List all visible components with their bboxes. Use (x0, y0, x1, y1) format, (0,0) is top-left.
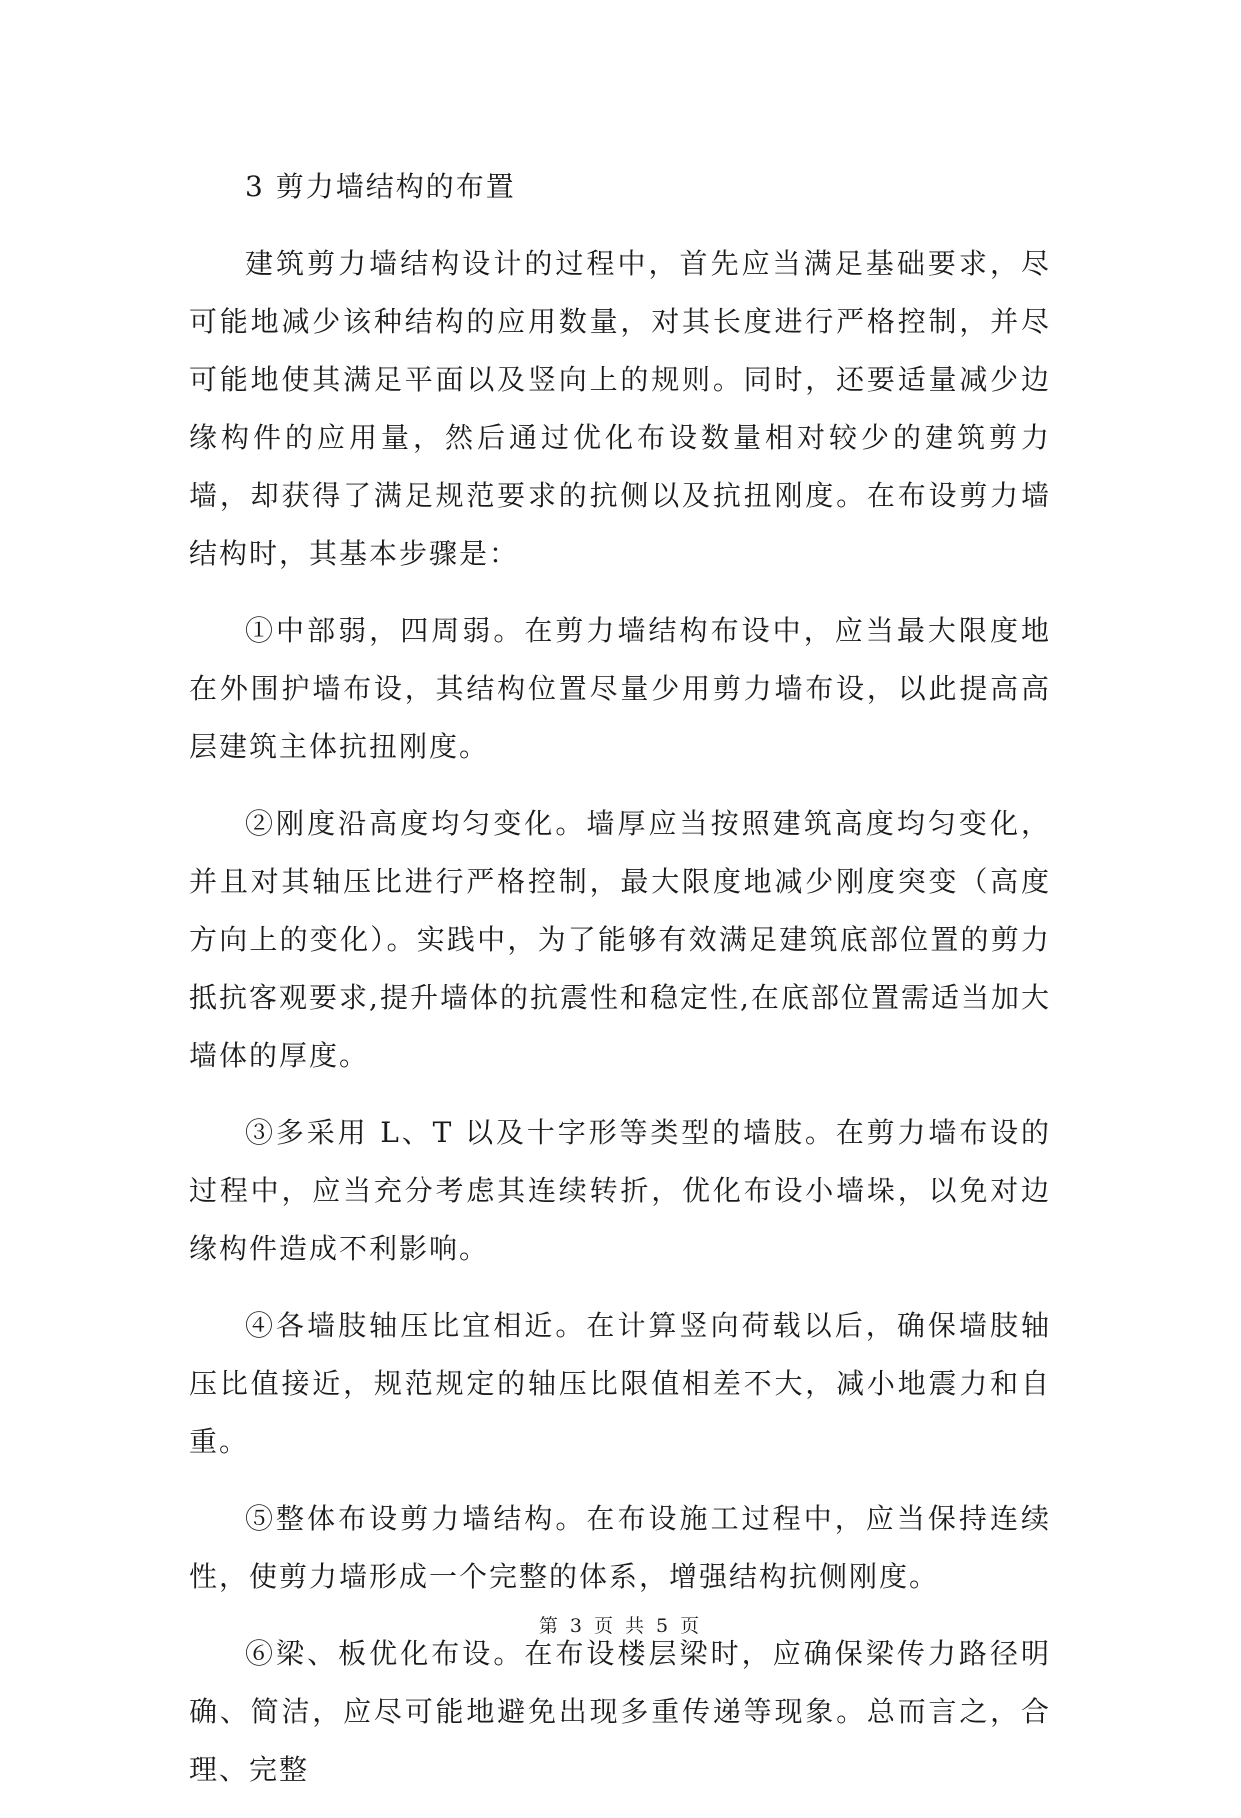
paragraph-step-1: ①中部弱，四周弱。在剪力墙结构布设中，应当最大限度地在外围护墙布设，其结构位置尽量少用剪力墙布设，以此提高高层建筑主体抗扭刚度。 (189, 614, 1051, 763)
paragraph-step-6: ⑥梁、板优化布设。在布设楼层梁时，应确保梁传力路径明确、简洁，应尽可能地避免出现多重传递等现象。总而言之，合理、完整 (189, 1637, 1051, 1786)
section-heading: 3 剪力墙结构的布置 (245, 170, 516, 203)
document-body (189, 158, 1051, 1818)
paragraph-step-3: ③多采用 L、T 以及十字形等类型的墙肢。在剪力墙布设的过程中，应当充分考虑其连续转折，优化布设小墙垛，以免对边缘构件造成不利影响。 (189, 1116, 1051, 1265)
paragraph-step-2: ②刚度沿高度均匀变化。墙厚应当按照建筑高度均匀变化，并且对其轴压比进行严格控制，最大限度地减少刚度突变（高度方向上的变化）。实践中，为了能够有效满足建筑底部位置的剪力抵抗客观要求,提升墙体的抗震性和稳定性,在底部位置需适当加大墙体的厚度。 (189, 807, 1051, 1072)
page-number-footer: 第 3 页 共 5 页 (538, 1615, 703, 1637)
paragraph-intro: 建筑剪力墙结构设计的过程中，首先应当满足基础要求，尽可能地减少该种结构的应用数量，对其长度进行严格控制，并尽可能地使其满足平面以及竖向上的规则。同时，还要适量减少边缘构件的应用量，然后通过优化布设数量相对较少的建筑剪力墙，却获得了满足规范要求的抗侧以及抗扭刚度。在布设剪力墙结构时，其基本步骤是： (189, 247, 1051, 570)
paragraph-step-5: ⑤整体布设剪力墙结构。在布设施工过程中，应当保持连续性，使剪力墙形成一个完整的体系，增强结构抗侧刚度。 (189, 1502, 1051, 1593)
paragraph-step-4: ④各墙肢轴压比宜相近。在计算竖向荷载以后，确保墙肢轴压比值接近，规范规定的轴压比限值相差不大，减小地震力和自重。 (189, 1309, 1051, 1458)
